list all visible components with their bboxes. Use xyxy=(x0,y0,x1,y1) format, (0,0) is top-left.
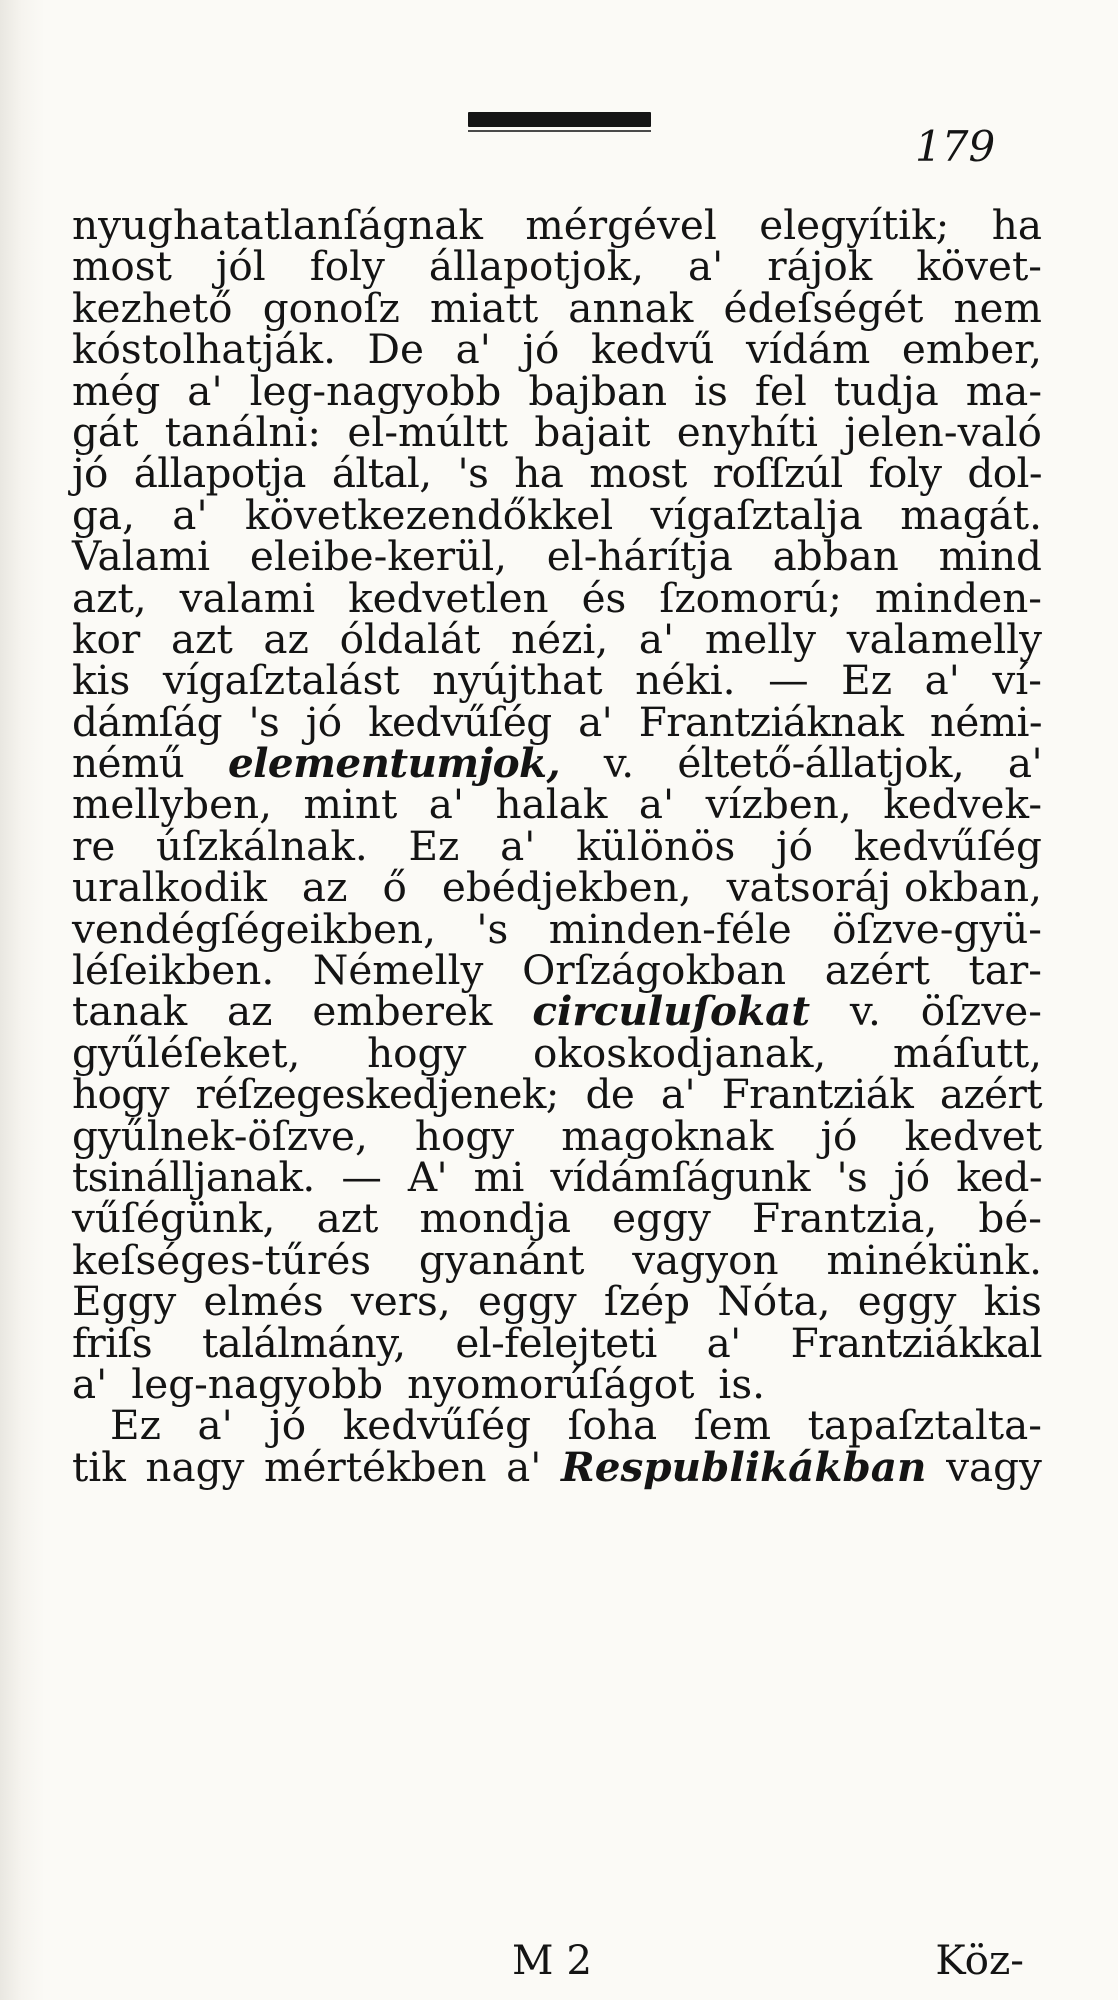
word: a' xyxy=(660,1070,695,1119)
text-line xyxy=(72,201,1042,249)
word: eggy xyxy=(857,1277,957,1326)
text-line xyxy=(72,242,1042,291)
word: most xyxy=(72,242,172,291)
text-line xyxy=(72,987,1042,1036)
text-line xyxy=(72,780,1042,829)
word: Frantziák xyxy=(721,1070,914,1119)
word: az xyxy=(227,987,273,1036)
word: elegyítik; xyxy=(759,201,950,249)
word: ked- xyxy=(956,1152,1042,1201)
word: circuluſokat xyxy=(532,987,811,1036)
word: kedvű xyxy=(591,325,715,374)
word: a' xyxy=(578,697,613,746)
word: azt, xyxy=(72,573,147,622)
word: 's xyxy=(836,1152,868,1201)
word: vűſégünk, xyxy=(72,1194,276,1243)
word: leg-nagyobb xyxy=(249,366,502,415)
word: ha xyxy=(514,449,564,498)
word: kóstolhatják. xyxy=(72,325,336,374)
header-rule-thin xyxy=(468,130,651,132)
word: a' xyxy=(187,366,223,415)
word: ſzomorú; xyxy=(659,573,842,622)
text-line xyxy=(72,1194,1042,1243)
word: még xyxy=(72,366,161,415)
word: kedvek- xyxy=(883,780,1042,829)
word: mondja xyxy=(419,1194,571,1243)
text-line xyxy=(72,904,1042,953)
word: mi xyxy=(473,1152,524,1201)
word: hogy xyxy=(367,1028,467,1077)
word: 's xyxy=(248,697,280,746)
word: Frantziákkal xyxy=(790,1318,1042,1367)
word: gyűléſeket, xyxy=(72,1028,301,1077)
word: gát xyxy=(72,407,139,456)
word: kedvűſég xyxy=(853,821,1042,870)
word: most xyxy=(589,449,687,498)
text-line xyxy=(72,407,1042,456)
word: máſutt, xyxy=(892,1028,1042,1077)
word: Ez xyxy=(841,656,893,705)
word: vígaſztalja xyxy=(650,490,863,539)
word: az xyxy=(301,863,348,912)
word: ſem xyxy=(693,1401,772,1450)
word: néki. xyxy=(635,656,736,705)
word: ha xyxy=(991,201,1042,249)
text-line xyxy=(72,1028,1042,1077)
word: elmés xyxy=(203,1277,324,1326)
word: némű xyxy=(72,739,185,788)
word: azért xyxy=(939,1070,1042,1119)
word: friſs xyxy=(72,1318,153,1367)
word: kedvet xyxy=(904,1111,1042,1160)
word: nyomorúſágot xyxy=(407,1359,695,1408)
word: a' xyxy=(72,1359,108,1408)
body-text xyxy=(72,201,1042,1491)
text-line xyxy=(72,325,1042,374)
word: azt xyxy=(170,614,233,663)
word: 's xyxy=(457,449,489,498)
word: jó xyxy=(522,325,560,374)
word: által, xyxy=(331,449,432,498)
word: magoknak xyxy=(561,1111,774,1160)
word: ví- xyxy=(992,656,1042,705)
word: nyughatatlanſágnak xyxy=(72,201,483,249)
word: v. xyxy=(603,739,634,788)
word: Eggy xyxy=(72,1277,177,1326)
text-line xyxy=(72,366,1042,415)
word: abban xyxy=(772,532,899,581)
word: jelen-való xyxy=(844,407,1042,456)
word: óldalát xyxy=(339,614,481,663)
word: Respublikákban xyxy=(561,1442,927,1491)
word: vendégſégeikben, xyxy=(72,904,436,953)
word: dámſág xyxy=(72,697,222,746)
word: re xyxy=(72,821,116,870)
word: különös xyxy=(576,821,736,870)
word: vízben, xyxy=(705,780,852,829)
word: réſzegeskedjenek; xyxy=(195,1070,559,1119)
word: édeſségét xyxy=(723,283,924,332)
word: tapaſztalta- xyxy=(807,1401,1042,1450)
text-line xyxy=(72,1070,1042,1119)
word: jó xyxy=(305,697,342,746)
word: vígaſztalást xyxy=(162,656,400,705)
word: kedvűſég xyxy=(368,697,552,746)
word: vídámſágunk xyxy=(550,1152,810,1201)
word: tsinálljanak. xyxy=(72,1152,315,1201)
header-rule xyxy=(468,112,651,127)
word: Némelly xyxy=(312,946,484,995)
word: azt xyxy=(316,1194,379,1243)
text-line xyxy=(72,1235,1042,1284)
text-line xyxy=(72,532,1042,581)
word: foly xyxy=(309,242,385,291)
word: éltető-állatjok, xyxy=(677,739,965,788)
word: nem xyxy=(953,283,1042,332)
word: kis xyxy=(72,656,131,705)
word: kis xyxy=(983,1277,1042,1326)
word: vagy xyxy=(946,1442,1042,1491)
word: gyanánt xyxy=(418,1235,585,1284)
word: jó xyxy=(269,1401,307,1450)
word: az xyxy=(263,614,309,663)
word: kezhető xyxy=(72,283,233,332)
word: — xyxy=(341,1152,382,1201)
word: a' xyxy=(1007,739,1042,788)
word: gonoſz xyxy=(262,283,400,332)
word: nézi, xyxy=(511,614,609,663)
text-line xyxy=(72,449,1042,498)
word: mellyben, xyxy=(72,780,273,829)
word: állapotja xyxy=(133,449,306,498)
word: mértékben xyxy=(264,1442,487,1491)
word: bé- xyxy=(978,1194,1042,1243)
word: a' xyxy=(924,656,960,705)
word: hogy xyxy=(72,1070,169,1119)
text-line xyxy=(72,697,1042,746)
word: is. xyxy=(718,1359,766,1408)
word: eleibe-kerül, xyxy=(249,532,508,581)
word: ſoha xyxy=(567,1401,658,1450)
word: halak xyxy=(495,780,608,829)
word: v. xyxy=(849,987,881,1036)
word: jól xyxy=(215,242,266,291)
word: uralkodik xyxy=(72,863,267,912)
word: vídám xyxy=(746,325,871,374)
word: tudja xyxy=(833,366,939,415)
word: a' xyxy=(638,614,675,663)
word: miatt xyxy=(430,283,539,332)
word: ga, xyxy=(72,490,135,539)
word: Frantziáknak xyxy=(638,697,904,746)
word: minden- xyxy=(874,573,1042,622)
word: a' xyxy=(706,1318,741,1367)
word: tanak xyxy=(72,987,188,1036)
word: gyűlnek-öſzve, xyxy=(72,1111,368,1160)
word: öſzve-gyü- xyxy=(832,904,1042,953)
word: valamelly xyxy=(846,614,1042,663)
word: vatsoráj okban, xyxy=(726,863,1042,912)
word: kor xyxy=(72,614,141,663)
word: elementumjok, xyxy=(227,739,560,788)
text-line xyxy=(72,656,1042,705)
word: azért xyxy=(824,946,930,995)
word: nagy xyxy=(145,1442,245,1491)
word: némi- xyxy=(929,697,1042,746)
word: enyhíti xyxy=(676,407,818,456)
word: léſeikben. xyxy=(72,946,275,995)
word: magát. xyxy=(900,490,1042,539)
word: A' xyxy=(407,1152,448,1201)
word: rájok xyxy=(767,242,873,291)
text-line xyxy=(72,614,1042,663)
word: is xyxy=(694,366,728,415)
word: ma- xyxy=(965,366,1042,415)
word: ő xyxy=(382,863,407,912)
catchword: Köz- xyxy=(935,1936,1024,1984)
text-line xyxy=(72,1111,1042,1160)
text-line xyxy=(72,1359,1042,1408)
text-line xyxy=(72,946,1042,995)
word: ſzép xyxy=(603,1277,691,1326)
word: nyújthat xyxy=(432,656,603,705)
word: leg-nagyobb xyxy=(131,1359,384,1408)
word: De xyxy=(367,325,424,374)
word: a' xyxy=(688,242,724,291)
word: kedvetlen xyxy=(348,573,549,622)
text-line xyxy=(72,573,1042,622)
word: jó xyxy=(893,1152,930,1201)
word: vagyon xyxy=(632,1235,779,1284)
word: bajban xyxy=(528,366,668,415)
word: el-hárítja xyxy=(546,532,733,581)
word: Nóta, xyxy=(717,1277,831,1326)
word: a' xyxy=(197,1401,233,1450)
word: a' xyxy=(638,780,675,829)
word: de xyxy=(585,1070,635,1119)
text-line xyxy=(72,1401,1042,1450)
word: mind xyxy=(938,532,1042,581)
word: a' xyxy=(455,325,491,374)
word: melly xyxy=(704,614,817,663)
word: hogy xyxy=(414,1111,515,1160)
word: jó xyxy=(72,449,108,498)
text-line xyxy=(72,821,1042,870)
word: vers, xyxy=(350,1277,451,1326)
text-line xyxy=(72,283,1042,332)
word: követ- xyxy=(916,242,1042,291)
word: jó xyxy=(820,1111,858,1160)
word: a' xyxy=(506,1442,542,1491)
word: Ez xyxy=(110,1401,161,1450)
word: el-múltt xyxy=(347,407,509,456)
word: ebédjekben, xyxy=(441,863,692,912)
word: keſséges-tűrés xyxy=(72,1235,372,1284)
word: tar- xyxy=(968,946,1042,995)
word: foly xyxy=(868,449,942,498)
word: minden-féle xyxy=(548,904,792,953)
word: eggy xyxy=(612,1194,711,1243)
page-footer xyxy=(72,1938,1042,1983)
word: minékünk. xyxy=(826,1235,1042,1284)
word: valami xyxy=(179,573,316,622)
word: úſzkálnak. xyxy=(156,821,368,870)
word: fel xyxy=(754,366,807,415)
word: Ez xyxy=(408,821,460,870)
word: bajait xyxy=(534,407,651,456)
word: 's xyxy=(476,904,509,953)
word: mérgével xyxy=(525,201,717,249)
page-number: 179 xyxy=(915,122,996,171)
word: találmány, xyxy=(201,1318,406,1367)
text-line xyxy=(72,739,1042,788)
signature-mark: M 2 xyxy=(512,1936,593,1984)
word: dol- xyxy=(967,449,1042,498)
word: a' xyxy=(500,821,536,870)
word: eggy xyxy=(477,1277,577,1326)
word: mint xyxy=(303,780,398,829)
word: következendőkkel xyxy=(244,490,614,539)
text-line xyxy=(72,863,1042,912)
word: Valami xyxy=(72,532,211,581)
word: kedvűſég xyxy=(342,1401,532,1450)
text-line xyxy=(72,1152,1042,1201)
word: — xyxy=(768,656,809,705)
text-line xyxy=(72,1318,1042,1367)
word: el-felejteti xyxy=(455,1318,657,1367)
word: tanálni: xyxy=(164,407,322,456)
word: öſzve- xyxy=(920,987,1042,1036)
word: tik xyxy=(72,1442,126,1491)
word: emberek xyxy=(312,987,493,1036)
text-line xyxy=(72,1277,1042,1326)
text-line xyxy=(72,490,1042,539)
word: és xyxy=(581,573,627,622)
word: a' xyxy=(428,780,465,829)
word: okoskodjanak, xyxy=(533,1028,827,1077)
word: ember, xyxy=(901,325,1042,374)
word: állapotjok, xyxy=(428,242,645,291)
word: roſſzúl xyxy=(712,449,843,498)
word: a' xyxy=(172,490,208,539)
word: Frantzia, xyxy=(751,1194,938,1243)
word: Orſzágokban xyxy=(522,946,787,995)
word: jó xyxy=(776,821,813,870)
text-line xyxy=(72,1442,1042,1491)
word: annak xyxy=(568,283,694,332)
